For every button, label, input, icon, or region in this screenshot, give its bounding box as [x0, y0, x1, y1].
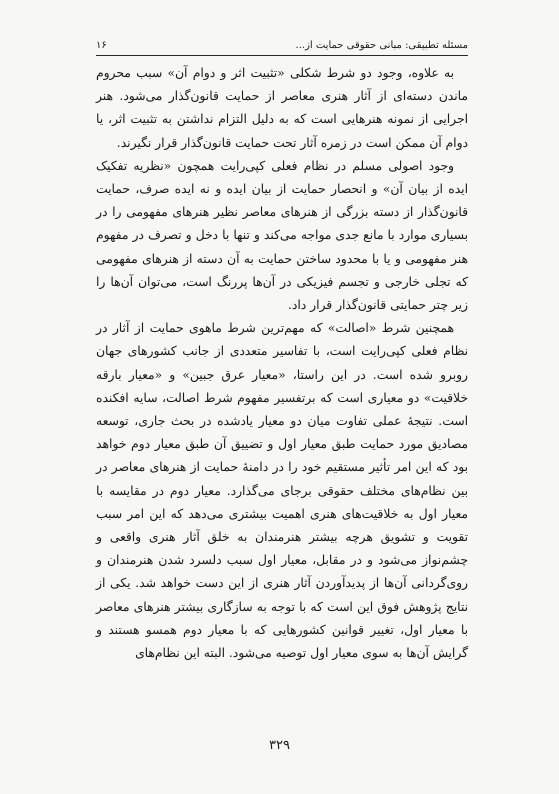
- page-number: ۳۲۹: [269, 738, 290, 753]
- paragraph: همچنین شرط «اصالت» که مهم‌ترین شرط ماهوی حمایت از آثار در نظام فعلی کپی‌رایت است، با تفاسیر متعددی از جانب کشورهای جهان روبرو شده است. در این راستا، «معیار عرق جبین» و «معیار بارقه خلاقیت» دو معیاری است که برتفسیر مفهوم شرط اصالت، سایه افکنده است. نتیجهٔ عملی تفاوت میان دو معیار یادشده در بحث جاری، توسعه مصادیق مورد حمایت طبق معیار اول و تضییق آن طبق معیار دوم خواهد بود که این امر تأثیر مستقیم خود را در دامنهٔ حمایت از هنرهای معاصر در بین نظام‌های مختلف حقوقی برجای می‌گذارد. معیار دوم در مقایسه با معیار اول به خلاقیت‌های هنری اهمیت بیشتری می‌دهد که این امر سبب تقویت و تشویق هرچه بیشتر هنرمندان به خلق آثار هنری واقعی و چشم‌نواز می‌شود و در مقابل، معیار اول سبب دلسرد شدن هنرمندان و روی‌گردانی آن‌ها از پدیدآوردن آثار هنری از این دست خواهد شد. یکی از نتایج پژوهش فوق این است که با توجه به سازگاری بیشتر هنرهای معاصر با معیار اول، تغییر قوانین کشورهایی که با معیار دوم همسو هستند و گرایش آن‌ها به سوی معیار اول توصیه می‌شود. البته این نظام‌های: [96, 321, 468, 661]
- body-text: [96, 62, 468, 665]
- paragraph: وجود اصولی مسلم در نظام فعلی کپی‌رایت همچون «نظریه تفکیک ایده از بیان آن» و انحصار حمایت از بیان ایده و نه ایده صرف، حمایت قانون‌گذار از دسته بزرگی از هنرهای معاصر نظیر هنرهای مفهومی را در بسیاری موارد با مانع جدی مواجه می‌کند و تنها با دخل و تصرف در مفهوم هنر مفهومی و یا با محدود ساختن حمایت به آن دسته از هنرهای مفهومی که تجلی خارجی و تجسم فیزیکی در آن‌ها پررنگ است، می‌توان آن‌ها را زیر چتر حمایتی قانون‌گذار قرار داد.: [96, 158, 468, 313]
- running-header: [96, 40, 468, 56]
- header-page-ref: ۱۶: [96, 40, 107, 51]
- running-title: مسئله تطبیقی: مبانی حقوقی حمایت از...: [295, 40, 468, 51]
- paragraph: به علاوه، وجود دو شرط شکلی «تثبیت اثر و دوام آن» سبب محروم ماندن دسته‌ای از آثار هنری معاصر از حمایت قانون‌گذار می‌شود. هنر اجرایی از نمونه هنرهایی است که به دلیل التزام نداشتن به تثبیت اثر، یا دوام آن ممکن است در زمره آثار تحت حمایت قانون‌گذار قرار نگیرند.: [96, 66, 468, 150]
